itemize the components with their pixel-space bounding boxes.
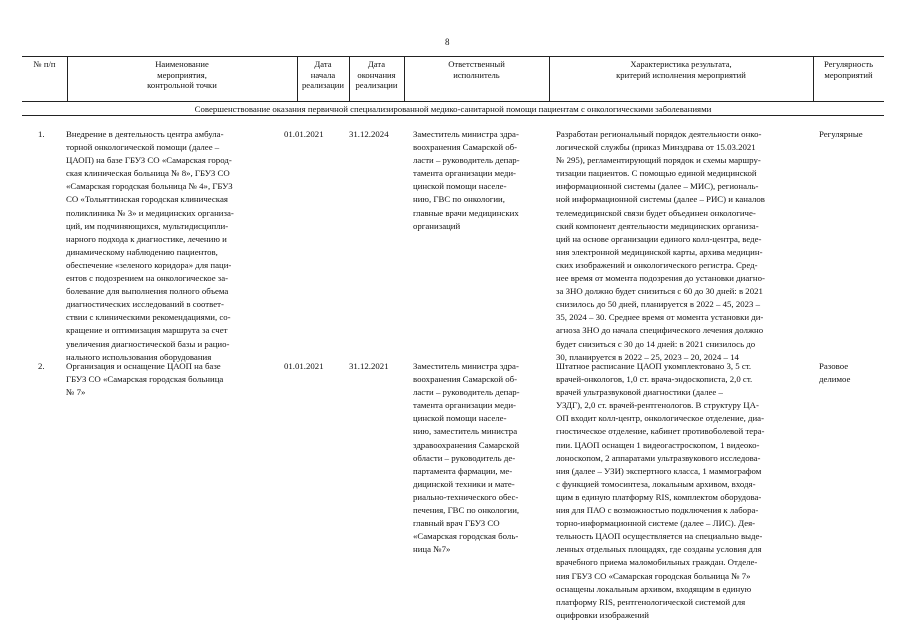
row-end-date: 31.12.2024 [349,129,389,139]
header-result: Характеристика результата, критерий исполнения мероприятий [616,59,746,80]
header-num: № п/п [33,59,56,69]
row-end-date: 31.12.2021 [349,361,389,371]
section-title: Совершенствование оказания первичной специализированной медико-санитарной помощи пациентам с онкологическими заболеваниями [22,104,884,116]
row-result: Разработан региональный порядок деятельности онко- логической службы (приказ Минздрава от 15.03.2021 № 295), регламентирующий порядок и схемы маршру- тизации пациентов. С помощью единой медицинской информационной системы (далее – МИС), региональ- ной информационной системы (далее – РИС) и каналов телемедицинской связи будет объединен онкологиче- ский компонент деятельности медицинских организа- ций на основе организации единого колл-центра, веде- ния электронной медицинской карты, архива медицин- ских изображений и онкологического регистра. Сред- нее время от момента подозрения до установки диагно- за ЗНО должно будет снизиться с 60 до 30 дней: в 2021 снизилось до 50 дней, планируется в 2022 – 45, 2023 – 35, 2024 – 30. Среднее время от момента установки ди- агноза ЗНО до начала специфического лечения должно будет снизиться с 30 до 14 дней: в 2021 снизилось до 30, планируется в 2022 – 25, 2023 – 20, 2024 – 14 [556,129,765,362]
row-result: Штатное расписание ЦАОП укомплектовано 3, 5 ст. врачей-онкологов, 1,0 ст. врача-эндоскописта, 2,0 ст. врачей ультразвуковой диагностики (далее – УЗДГ), 2,0 ст. врачей-рентгенологов. В структуру ЦА- ОП входит колл-центр, онкологическое отделение, диа- гностическое отделение, кабинет противоболевой тера- пии. ЦАОП оснащен 1 видеогастроскопом, 1 видеоко- лоноскопом, 2 аппаратами ультразвукового исследова- ния (далее – УЗИ) экспертного класса, 1 маммографом с функцией томосинтеза, локальным архивом, входя- щим в единую платформу RIS, комплектом оборудова- ния для ПАО с возможностью подключения к лабора- торно-информационной системе (далее – ЛИС). Дея- тельность ЦАОП осуществляется на специально выде- ленных отдельных площадях, где созданы условия для врачебного приема маломобильных граждан. Отделе- ния ГБУЗ СО «Самарская городская больница № 7» оснащены локальным архивом, входящим в единую платформу RIS, рентгенологической системой для оцифровки изображений [556,361,765,620]
header-name: Наименование мероприятия, контрольной точки [147,59,217,90]
row-regularity: Регулярные [819,129,863,139]
row-name: Внедрение в деятельность центра амбула- торной онкологической помощи (далее – ЦАОП) на базе ГБУЗ СО «Самарская город- ская клиническая больница № 8», ГБУЗ СО «Самарская городская больница № 4», ГБУЗ СО «Тольяттинская городская клиническая поликлиника № 3» и медицинских организа- ций, им подчиняющихся, мультидисципли- нарного подхода к диагностике, лечению и динамическому наблюдению пациентов, обеспечение «зеленого коридора» для паци- ентов с подозрением на онкологическое за- болевание для выполнения полного объема диагностических исследований в соответ- ствии с клиническими рекомендациями, со- кращение и оптимизация маршрута за счет увеличения диагностической базы и рацио- нального использования оборудования [66,129,234,362]
row-start-date: 01.01.2021 [284,129,324,139]
row-number: 1. [38,129,45,139]
header-end: Дата окончания реализации [355,59,398,90]
row-start-date: 01.01.2021 [284,361,324,371]
row-responsible: Заместитель министра здра- воохранения Самарской об- ласти – руководитель депар- тамента организации меди- цинской помощи населе- нию, ГВС по онкологии, главные врачи медицинских организаций [413,129,520,231]
header-regularity: Регулярность мероприятий [823,59,874,80]
row-name: Организация и оснащение ЦАОП на базе ГБУЗ СО «Самарская городская больница № 7» [66,361,224,398]
row-number: 2. [38,361,45,371]
header-start: Дата начала реализации [302,59,344,90]
page-number: 8 [445,37,450,47]
row-responsible: Заместитель министра здра- воохранения Самарской об- ласти – руководитель депар- тамента организации меди- цинской помощи населе- нию, заместитель министра здравоохранения Самарской области – руководитель де- партамента фармации, ме- дицинской техники и мате- риально-технического обес- печения, ГВС по онкологии, главный врач ГБУЗ СО «Самарская городская боль- ница №7» [413,361,520,555]
table-header [22,56,884,102]
header-responsible: Ответственный исполнитель [448,59,505,80]
row-regularity: Разовое делимое [819,361,851,385]
